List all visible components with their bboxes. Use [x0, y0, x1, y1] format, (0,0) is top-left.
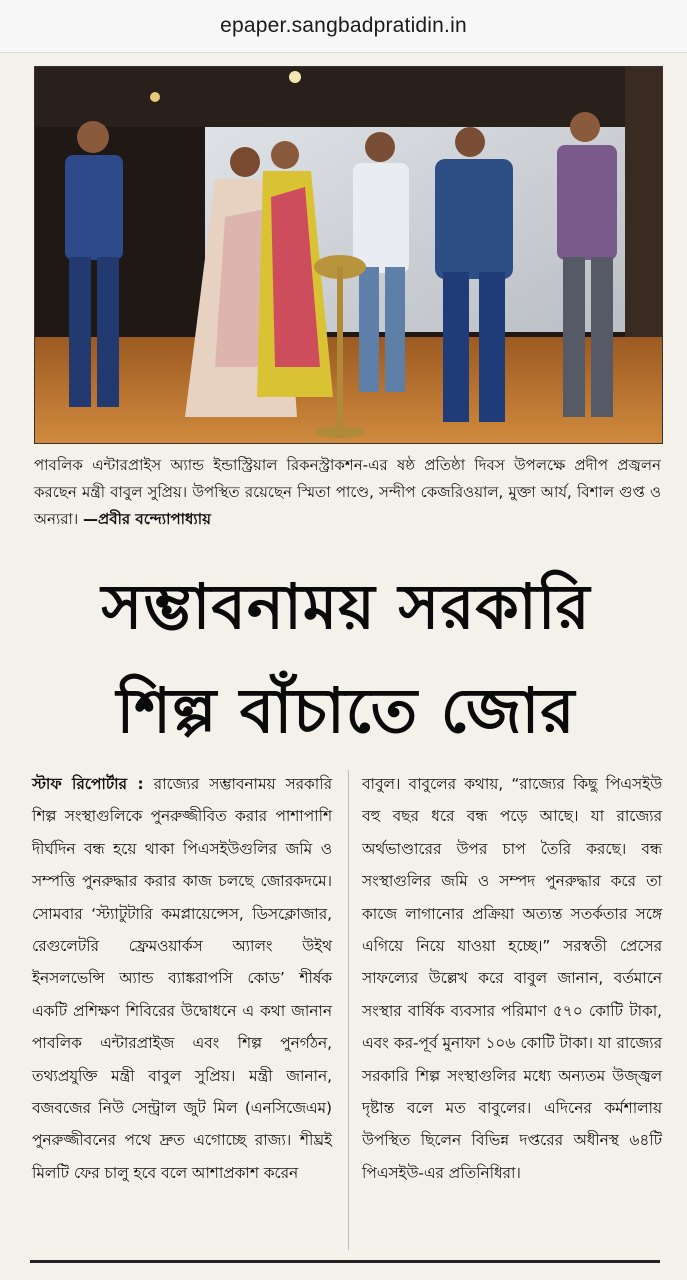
epaper-clipping	[0, 53, 687, 1280]
article-column-2	[362, 768, 662, 1189]
caption-text: পাবলিক এন্টারপ্রাইস অ্যান্ড ইন্ডাস্ট্রিয়াল রিকনস্ট্রাকশন-এর ষষ্ঠ প্রতিষ্ঠা দিবস উপলক্ষে প্রদীপ প্রজ্বলন করছেন মন্ত্রী বাবুল সুপ্রিয়। উপস্থিত রয়েছেন স্মিতা পাণ্ডে, সন্দীপ কেজরিওয়াল, মুক্তা আর্য, বিশাল গুপ্ত ও অন্যরা।	[34, 456, 661, 528]
page-url[interactable]: epaper.sangbadpratidin.in	[220, 14, 467, 37]
headline-line-2: শিল্প বাঁচাতে জোর	[116, 674, 576, 747]
lamp-lighting-photo	[35, 67, 662, 443]
column-1-text: রাজ্যের সম্ভাবনাময় সরকারি শিল্প সংস্থাগুলিকে পুনরুজ্জীবিত করার পাশাপাশি দীর্ঘদিন বন্ধ হয়ে থাকা পিএসইউগুলির জমি ও সম্পত্তি পুনরুদ্ধার করার কাজ চলছে জোরকদমে। সোমবার ‘স্ট্যাটুটারি কমপ্লায়েন্সেস, ডিসক্লোজার, রেগুলেটরি ফ্রেমওয়ার্কস অ্যালং উইথ ইনসলভেন্সি অ্যান্ড ব্যাঙ্করাপসি কোড’ শীর্ষক একটি প্রশিক্ষণ শিবিরের উদ্বোধনে এ কথা জানান পাবলিক এন্টারপ্রাইজ এবং শিল্প পুনর্গঠন, তথ্যপ্রযুক্তি মন্ত্রী বাবুল সুপ্রিয়। মন্ত্রী জানান, বজবজের নিউ সেন্ট্রাল জুট মিল (এনসিজেএম) পুনরুজ্জীবনের পথে দ্রুত এগোচ্ছে রাজ্য। শীঘ্রই মিলটি ফের চালু হবে বলে আশাপ্রকাশ করেন	[32, 775, 332, 1182]
headline-line-1: সম্ভাবনাময় সরকারি	[101, 570, 591, 643]
photo-credit: —প্রবীর বন্দ্যোপাধ্যায়	[83, 510, 211, 528]
photo-caption	[34, 452, 661, 533]
column-2-text: বাবুল। বাবুলের কথায়, “রাজ্যের কিছু পিএসইউ বহু বছর ধরে বন্ধ পড়ে আছে। যা রাজ্যের অর্থভাণ্ডারের উপর চাপ তৈরি করছে। বন্ধ সংস্থাগুলির জমি ও সম্পদ পুনরুদ্ধার করে তা কাজে লাগানোর প্রক্রিয়া অত্যন্ত সতর্কতার সঙ্গে এগিয়ে নিয়ে যাওয়া হচ্ছে।” সরস্বতী প্রেসের সাফল্যের উল্লেখ করে বাবুল জানান, বর্তমানে সংস্থার বার্ষিক ব্যবসার পরিমাণ ৫৭০ কোটি টাকা, এবং কর-পূর্ব মুনাফা ১০৬ কোটি টাকা। যা রাজ্যের সরকারি শিল্প সংস্থাগুলির মধ্যে অন্যতম উজ্জ্বল দৃষ্টান্ত বলে মত বাবুলের। এদিনের কর্মশালায় উপস্থিত ছিলেন বিভিন্ন দপ্তরের অধীনস্থ ৬৪টি পিএসইউ-এর প্রতিনিধিরা।	[362, 775, 662, 1182]
article-column-1	[32, 768, 332, 1189]
column-divider	[348, 770, 349, 1250]
byline: স্টাফ রিপোর্টার :	[32, 775, 144, 793]
news-photo	[34, 66, 663, 444]
bottom-rule	[30, 1260, 660, 1263]
browser-address-bar[interactable]	[0, 0, 687, 53]
